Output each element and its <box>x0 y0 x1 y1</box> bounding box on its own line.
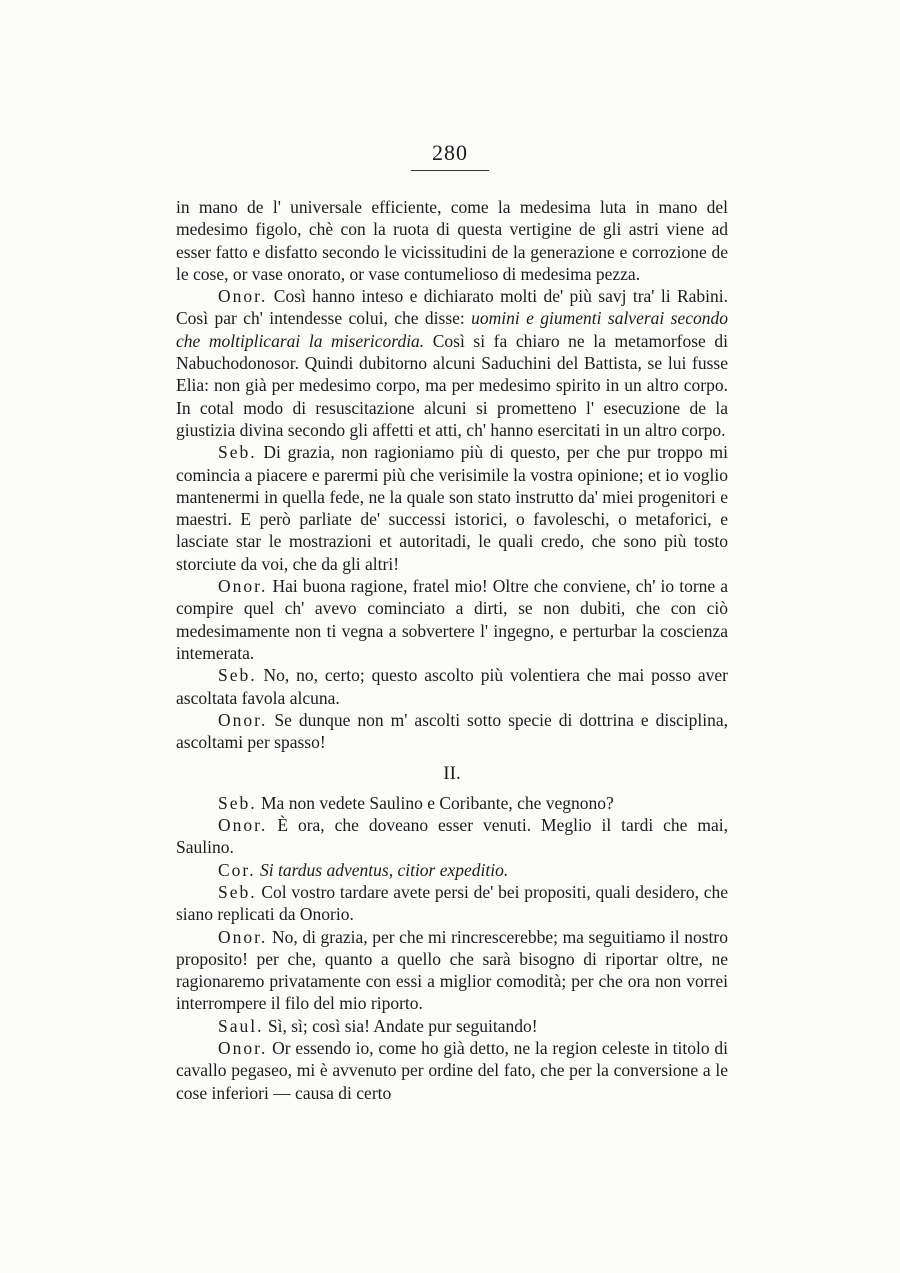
section-heading: II. <box>443 763 461 785</box>
page-number: 280 <box>432 140 468 165</box>
dialogue-paragraph <box>176 926 728 1015</box>
dialogue-paragraph <box>176 881 728 926</box>
body-text <box>176 196 728 1104</box>
speaker-label: Onor. <box>218 815 268 836</box>
paragraph-text: È ora, che doveano esser venuti. Meglio il tardi che mai, Saulino. <box>176 815 728 858</box>
paragraph-text: in mano de l' universale efficiente, come la medesima luta in mano del medesimo figolo, chè con la ruota di questa vertigine de gli astri viene ad esser fatto e disfatto secondo le vicissitudini de la generazione e corrozione de le cose, or vase onorato, or vase contumelioso di medesima pezza. <box>176 197 728 284</box>
dialogue-paragraph <box>176 859 728 881</box>
paragraph-text: No, di grazia, per che mi rincrescerebbe; ma seguitiamo il nostro proposito! per che, quanto a quello che sarà bisogno di riportar oltre, ne ragionaremo privatamente con essi a miglior comodità; per che ora non vorrei interrompere il filo del mio riporto. <box>176 926 728 1014</box>
paragraph-text: Hai buona ragione, fratel mio! Oltre che conviene, ch' io torne a compire quel ch' avevo cominciato a dirti, se non dubiti, che con ciò medesimamente non ti vegna a sobvertere l' ingegno, e perturbar la coscienza intemerata. <box>176 576 729 663</box>
speaker-label: Onor. <box>218 576 268 597</box>
italic-quote: uomini e giumenti salverai secondo che moltiplicarai la misericordia. <box>176 308 728 351</box>
speaker-label: Seb. <box>218 792 257 813</box>
paragraph-text: Così si fa chiaro ne la metamorfose di Nabuchodonosor. Quindi dubitorno alcuni Saduchini del Battista, se lui fusse Elia: non già per medesimo corpo, ma per medesimo spirito in un altro corpo. In cotal modo di resuscitazione alcuni si prometteno l' esecuzione de la giustizia divina secondo gli affetti et atti, ch' hanno esercitati in un altro corpo. <box>176 330 729 440</box>
dialogue-paragraph <box>176 709 728 754</box>
speaker-label: Seb. <box>218 881 257 902</box>
dialogue-paragraph <box>176 441 728 575</box>
paragraph <box>176 196 728 285</box>
paragraph-text: Così hanno inteso e dichiarato molti de' più savj tra' li Rabini. Così par ch' intendesse colui, che disse: <box>176 286 728 329</box>
page-header <box>0 140 900 171</box>
speaker-label: Onor. <box>218 926 268 947</box>
paragraph-text: Sì, sì; così sia! Andate pur seguitando! <box>267 1015 538 1036</box>
italic-quote: Si tardus adventus, citior expeditio. <box>260 859 509 880</box>
speaker-label: Saul. <box>218 1015 264 1036</box>
dialogue-paragraph <box>176 575 728 664</box>
dialogue-paragraph <box>176 792 728 814</box>
paragraph-text: No, no, certo; questo ascolto più volentiera che mai posso aver ascoltata favola alcuna. <box>176 665 728 708</box>
speaker-label: Onor. <box>218 709 268 730</box>
dialogue-paragraph <box>176 1037 728 1104</box>
dialogue-paragraph <box>176 664 728 709</box>
paragraph-text: Se dunque non m' ascolti sotto specie di dottrina e disciplina, ascoltami per spasso! <box>176 709 729 753</box>
speaker-label: Seb. <box>218 442 257 463</box>
speaker-label: Cor. <box>218 859 256 880</box>
dialogue-paragraph <box>176 1015 728 1037</box>
speaker-label: Onor. <box>218 286 268 307</box>
paragraph-text: Or essendo io, come ho già detto, ne la region celeste in titolo di cavallo pegaseo, mi è avvenuto per ordine del fato, che per la conversione a le cose inferiori — causa di certo <box>176 1037 729 1103</box>
paragraph-text: Col vostro tardare avete persi de' bei propositi, quali desidero, che siano replicati da Onorio. <box>176 881 728 925</box>
dialogue-paragraph <box>176 814 728 859</box>
paragraph-text: Di grazia, non ragioniamo più di questo, per che pur troppo mi comincia a piacere e parermi più che verisimile la vostra opinione; et io voglio mantenermi in quella fede, ne la quale son stato instrutto da' miei progenitori e maestri. E però parliate de' successi istorici, o favoleschi, o metaforici, e lasciate star le mostrazioni et autoritadi, le quali credo, che sono più tosto storciute da voi, che da gli altri! <box>176 442 729 574</box>
header-rule <box>411 170 489 171</box>
dialogue-paragraph <box>176 285 728 441</box>
speaker-label: Seb. <box>218 665 257 686</box>
speaker-label: Onor. <box>218 1037 268 1058</box>
paragraph-text: Ma non vedete Saulino e Coribante, che vegnono? <box>261 792 614 813</box>
